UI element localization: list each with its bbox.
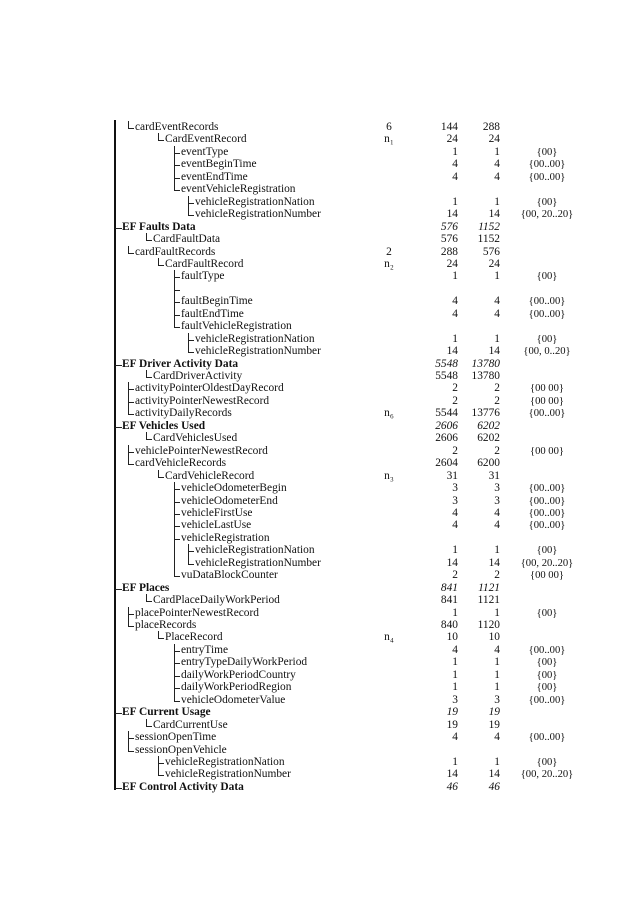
min-size-value: 5548: [435, 357, 458, 370]
min-size-value: 1: [452, 606, 458, 619]
max-size-value: 14: [488, 345, 500, 358]
element-name: dailyWorkPeriodRegion: [181, 681, 292, 694]
tree-guide-line: [174, 146, 175, 159]
table-row: [0, 768, 640, 781]
max-size-value: 576: [482, 245, 500, 258]
max-size-value: 1: [494, 606, 500, 619]
element-name: CardEventRecord: [165, 133, 247, 146]
min-size-value: 5548: [435, 370, 458, 382]
min-size-value: 1: [452, 755, 458, 768]
default-value: {00}: [536, 146, 558, 158]
table-row: [0, 495, 640, 508]
element-name: EF Driver Activity Data: [122, 357, 239, 370]
default-value: {00}: [536, 271, 558, 283]
min-size-value: 144: [440, 121, 458, 133]
max-size-value: 1: [494, 195, 500, 208]
tree-connector: [146, 233, 152, 241]
max-size-value: 1: [494, 681, 500, 694]
min-size-value: 3: [452, 494, 458, 507]
max-size-value: 2: [494, 444, 500, 457]
default-value: {00..00}: [528, 507, 566, 519]
max-size-value: 2: [494, 382, 500, 395]
tree-guide-line: [188, 333, 189, 346]
table-row: [0, 470, 640, 483]
element-name: vehicleOdometerBegin: [181, 482, 287, 495]
table-row: [0, 133, 640, 146]
tree-connector: [114, 420, 122, 428]
min-size-value: 1: [452, 668, 458, 681]
max-size-value: 1: [494, 755, 500, 768]
min-size-value: 14: [446, 556, 458, 569]
tree-guide-line: [174, 519, 175, 532]
min-size-value: 4: [452, 731, 458, 744]
default-value: {00}: [536, 657, 558, 669]
table-row: [0, 594, 640, 607]
tree-guide-line: [174, 270, 175, 283]
element-name: PlaceRecord: [165, 631, 223, 644]
tree-connector: [174, 694, 180, 702]
default-value: {00 00}: [529, 395, 564, 407]
max-size-value: 24: [488, 257, 500, 270]
max-size-value: 2: [494, 569, 500, 582]
tree-connector: [146, 432, 152, 440]
min-size-value: 2: [452, 394, 458, 407]
table-row: [0, 196, 640, 209]
min-size-value: 576: [440, 220, 458, 233]
table-row: [0, 283, 640, 296]
min-size-value: 46: [446, 780, 458, 793]
tree-connector: [114, 358, 122, 366]
min-size-value: 2606: [435, 432, 458, 445]
table-row: [0, 320, 640, 333]
default-value: {00..00}: [528, 159, 566, 171]
min-size-value: 1: [452, 681, 458, 694]
element-name: EF Current Usage: [122, 706, 211, 719]
max-size-value: 1: [494, 332, 500, 345]
element-name: CardVehicleRecord: [165, 469, 255, 482]
element-name: CardDriverActivity: [153, 370, 243, 382]
table-row: [0, 233, 640, 246]
min-size-value: 576: [440, 233, 458, 246]
tree-connector: [158, 631, 164, 639]
max-size-value: 19: [488, 718, 500, 731]
default-value: {00..00}: [528, 483, 566, 495]
max-size-value: 1: [494, 656, 500, 669]
table-row: [0, 532, 640, 545]
max-size-value: 4: [494, 731, 500, 744]
max-size-value: 3: [494, 482, 500, 495]
default-value: {00, 0..20}: [523, 346, 571, 358]
default-value: {00, 20..20}: [520, 769, 574, 781]
max-size-value: 13780: [471, 370, 500, 382]
tree-connector: [114, 706, 122, 714]
tree-guide-line: [174, 283, 175, 296]
min-size-value: 4: [452, 506, 458, 519]
max-size-value: 4: [494, 295, 500, 308]
table-row: [0, 295, 640, 308]
min-size-value: 1: [452, 145, 458, 158]
element-name: cardFaultRecords: [135, 245, 216, 258]
table-row: [0, 333, 640, 346]
table-row: [0, 308, 640, 321]
min-size-value: 5544: [435, 407, 458, 420]
element-name: eventBeginTime: [181, 158, 257, 171]
min-size-value: 2: [452, 569, 458, 582]
tree-guide-line: [128, 607, 129, 620]
min-size-value: 1: [452, 332, 458, 345]
min-size-value: 2606: [435, 419, 458, 432]
tree-connector: [114, 781, 122, 789]
tree-guide-line: [174, 158, 175, 171]
tree-guide-line: [174, 171, 175, 184]
table-row: [0, 382, 640, 395]
element-name: vehicleOdometerValue: [181, 693, 286, 706]
table-row: [0, 171, 640, 184]
table-row: [0, 395, 640, 408]
min-size-value: 4: [452, 307, 458, 320]
min-size-value: 288: [440, 245, 458, 258]
max-size-value: 1152: [478, 220, 500, 233]
table-row: [0, 569, 640, 582]
tree-guide-line: [174, 681, 175, 694]
multiplicity-value: n₆: [384, 407, 394, 420]
max-size-value: 31: [488, 469, 500, 482]
min-size-value: 1: [452, 270, 458, 283]
table-row: [0, 607, 640, 620]
default-value: {00}: [536, 607, 558, 619]
tree-guide-line: [174, 532, 175, 545]
table-row: [0, 183, 640, 196]
table-row: [0, 694, 640, 707]
table-row: [0, 644, 640, 657]
default-value: {00..00}: [528, 296, 566, 308]
table-row: [0, 370, 640, 383]
max-size-value: 14: [488, 556, 500, 569]
element-name: entryTime: [181, 643, 229, 656]
default-value: {00..00}: [528, 520, 566, 532]
element-name: sessionOpenTime: [135, 731, 217, 744]
element-name: vehicleLastUse: [181, 519, 252, 532]
table-row: [0, 519, 640, 532]
tree-guide-line: [188, 196, 189, 209]
max-size-value: 6202: [477, 432, 500, 445]
element-name: eventType: [181, 145, 229, 158]
tree-connector: [188, 345, 194, 353]
element-name: CardCurrentUse: [153, 718, 228, 731]
tree-connector: [128, 457, 134, 465]
element-name: vehicleRegistration: [181, 531, 270, 544]
min-size-value: 3: [452, 482, 458, 495]
max-size-value: 288: [482, 121, 500, 133]
table-row: [0, 407, 640, 420]
default-value: {00}: [536, 196, 558, 208]
default-value: {00..00}: [528, 694, 566, 706]
table-row: [0, 121, 640, 134]
tree-connector: [188, 557, 194, 565]
tree-guide-line: [174, 295, 175, 308]
min-size-value: 841: [440, 594, 458, 607]
element-name: faultVehicleRegistration: [181, 320, 292, 333]
table-row: [0, 731, 640, 744]
element-name: dailyWorkPeriodCountry: [181, 668, 296, 681]
max-size-value: 1: [494, 544, 500, 557]
section-row: [0, 358, 640, 371]
table-row: [0, 345, 640, 358]
tree-guide-line: [174, 495, 175, 508]
element-name: CardFaultData: [153, 233, 221, 246]
min-size-value: 4: [452, 643, 458, 656]
tree-connector: [128, 246, 134, 254]
element-name: activityDailyRecords: [135, 407, 232, 420]
element-name: vehicleRegistrationNation: [195, 332, 315, 345]
default-value: {00}: [536, 545, 558, 557]
max-size-value: 14: [488, 208, 500, 221]
tree-guide-line: [174, 507, 175, 520]
min-size-value: 31: [446, 469, 458, 482]
max-size-value: 3: [494, 693, 500, 706]
multiplicity-value: 2: [386, 245, 392, 258]
min-size-value: 840: [440, 619, 458, 631]
element-name: vehicleRegistrationNation: [195, 195, 315, 208]
section-row: [0, 582, 640, 595]
element-name: CardFaultRecord: [165, 257, 244, 270]
max-size-value: 1120: [477, 619, 500, 631]
default-value: {00 00}: [529, 383, 564, 395]
element-name: placePointerNewestRecord: [135, 606, 259, 619]
tree-guide-line: [128, 382, 129, 395]
min-size-value: 14: [446, 768, 458, 781]
element-name: CardVehiclesUsed: [153, 432, 238, 445]
default-value: {00}: [536, 669, 558, 681]
table-row: [0, 557, 640, 570]
element-name: vehicleRegistrationNumber: [195, 345, 321, 358]
element-name: vehicleRegistrationNumber: [195, 208, 321, 221]
min-size-value: 1: [452, 656, 458, 669]
default-value: {00..00}: [528, 644, 566, 656]
default-value: {00, 20..20}: [520, 209, 574, 221]
section-row: [0, 221, 640, 234]
table-row: [0, 432, 640, 445]
multiplicity-value: 6: [386, 121, 392, 133]
table-row: [0, 258, 640, 271]
element-name: cardVehicleRecords: [135, 457, 227, 470]
min-size-value: 4: [452, 295, 458, 308]
max-size-value: 2: [494, 394, 500, 407]
min-size-value: 3: [452, 693, 458, 706]
element-name: entryTypeDailyWorkPeriod: [181, 656, 308, 669]
element-name: vehicleOdometerEnd: [181, 494, 278, 507]
tree-connector: [174, 183, 180, 191]
default-value: {00..00}: [528, 308, 566, 320]
max-size-value: 1121: [477, 594, 500, 607]
element-name: activityPointerNewestRecord: [135, 394, 270, 407]
default-value: {00}: [536, 333, 558, 345]
min-size-value: 2604: [435, 457, 458, 470]
element-name: sessionOpenVehicle: [135, 743, 227, 756]
max-size-value: 4: [494, 643, 500, 656]
min-size-value: 14: [446, 345, 458, 358]
max-size-value: 6202: [477, 419, 500, 432]
tree-guide-line: [128, 445, 129, 458]
max-size-value: 4: [494, 506, 500, 519]
default-value: {00..00}: [528, 408, 566, 420]
tree-connector: [146, 370, 152, 378]
tree-connector: [114, 221, 122, 229]
tree-guide-line: [188, 544, 189, 557]
table-row: [0, 744, 640, 757]
max-size-value: 24: [488, 133, 500, 146]
element-name: vehicleRegistrationNumber: [195, 556, 321, 569]
table-row: [0, 457, 640, 470]
min-size-value: 19: [446, 718, 458, 731]
max-size-value: 46: [488, 780, 500, 793]
element-name: CardPlaceDailyWorkPeriod: [153, 594, 280, 607]
default-value: {00 00}: [529, 445, 564, 457]
element-name: vehicleFirstUse: [181, 506, 253, 519]
min-size-value: 10: [446, 631, 458, 644]
element-name: EF Vehicles Used: [122, 419, 206, 432]
tree-connector: [114, 582, 122, 590]
table-row: [0, 619, 640, 632]
min-size-value: 14: [446, 208, 458, 221]
tree-guide-line: [174, 544, 175, 557]
max-size-value: 4: [494, 307, 500, 320]
default-value: {00}: [536, 682, 558, 694]
max-size-value: 14: [488, 768, 500, 781]
element-name: faultType: [181, 270, 225, 283]
max-size-value: 1: [494, 668, 500, 681]
element-name: eventEndTime: [181, 170, 248, 183]
tree-guide-line: [158, 756, 159, 769]
tree-connector: [158, 133, 164, 141]
element-name: activityPointerOldestDayRecord: [135, 382, 284, 395]
max-size-value: 10: [488, 631, 500, 644]
element-name: vehicleRegistrationNumber: [165, 768, 291, 781]
table-row: [0, 445, 640, 458]
element-name: EF Control Activity Data: [122, 780, 244, 793]
element-name: faultEndTime: [181, 307, 244, 320]
min-size-value: 2: [452, 444, 458, 457]
min-size-value: 4: [452, 170, 458, 183]
max-size-value: 4: [494, 158, 500, 171]
tree-connector: [188, 208, 194, 216]
tree-connector: [174, 569, 180, 577]
tree-connector: [128, 407, 134, 415]
default-value: {00, 20..20}: [520, 557, 574, 569]
tree-guide-line: [174, 557, 175, 570]
default-value: {00 00}: [529, 570, 564, 582]
max-size-value: 1121: [478, 581, 500, 594]
tree-guide-line: [174, 644, 175, 657]
section-row: [0, 781, 640, 794]
table-row: [0, 681, 640, 694]
element-name: EF Faults Data: [122, 220, 196, 233]
tree-guide-line: [128, 731, 129, 744]
element-name: vehiclePointerNewestRecord: [135, 444, 268, 457]
table-row: [0, 507, 640, 520]
max-size-value: 1: [494, 270, 500, 283]
section-row: [0, 706, 640, 719]
default-value: {00}: [536, 756, 558, 768]
max-size-value: 1152: [477, 233, 500, 246]
min-size-value: 2: [452, 382, 458, 395]
table-row: [0, 544, 640, 557]
element-name: vehicleRegistrationNation: [195, 544, 315, 557]
table-row: [0, 146, 640, 159]
tree-connector: [158, 768, 164, 776]
min-size-value: 4: [452, 158, 458, 171]
default-value: {00..00}: [528, 495, 566, 507]
table-row: [0, 208, 640, 221]
min-size-value: 1: [452, 544, 458, 557]
section-row: [0, 420, 640, 433]
max-size-value: 13780: [471, 357, 500, 370]
max-size-value: 3: [494, 494, 500, 507]
tree-guide-line: [128, 395, 129, 408]
element-name: placeRecords: [135, 619, 197, 631]
table-row: [0, 719, 640, 732]
min-size-value: 24: [446, 133, 458, 146]
element-name: vuDataBlockCounter: [181, 569, 278, 582]
max-size-value: 19: [488, 706, 500, 719]
table-row: [0, 270, 640, 283]
max-size-value: 1: [494, 145, 500, 158]
table-row: [0, 482, 640, 495]
element-name: cardEventRecords: [135, 121, 219, 133]
table-row: [0, 246, 640, 259]
max-size-value: 4: [494, 170, 500, 183]
tree-connector: [128, 619, 134, 627]
multiplicity-value: n₄: [384, 631, 394, 644]
tree-guide-line: [174, 482, 175, 495]
tree-connector: [158, 258, 164, 266]
min-size-value: 24: [446, 257, 458, 270]
default-value: {00..00}: [528, 171, 566, 183]
multiplicity-value: n₂: [384, 257, 394, 270]
tree-connector: [128, 744, 134, 752]
tree-connector: [146, 719, 152, 727]
multiplicity-value: n₁: [384, 133, 394, 146]
tree-connector: [158, 470, 164, 478]
default-value: {00..00}: [528, 732, 566, 744]
tree-connector: [146, 594, 152, 602]
min-size-value: 1: [452, 195, 458, 208]
table-row: [0, 756, 640, 769]
table-row: [0, 158, 640, 171]
element-name: EF Places: [122, 581, 170, 594]
element-name: vehicleRegistrationNation: [165, 755, 285, 768]
tree-guide-line: [174, 669, 175, 682]
min-size-value: 841: [440, 581, 458, 594]
element-name: faultBeginTime: [181, 295, 253, 308]
max-size-value: 4: [494, 519, 500, 532]
min-size-value: 4: [452, 519, 458, 532]
max-size-value: 6200: [477, 457, 500, 470]
multiplicity-value: n₃: [384, 469, 394, 482]
min-size-value: 19: [446, 706, 458, 719]
tree-connector: [128, 121, 134, 129]
table-row: [0, 631, 640, 644]
table-row: [0, 669, 640, 682]
tree-connector: [174, 320, 180, 328]
tree-guide-line: [174, 656, 175, 669]
tree-guide-line: [174, 308, 175, 321]
max-size-value: 13776: [471, 407, 500, 420]
element-name: eventVehicleRegistration: [181, 183, 296, 196]
table-row: [0, 656, 640, 669]
